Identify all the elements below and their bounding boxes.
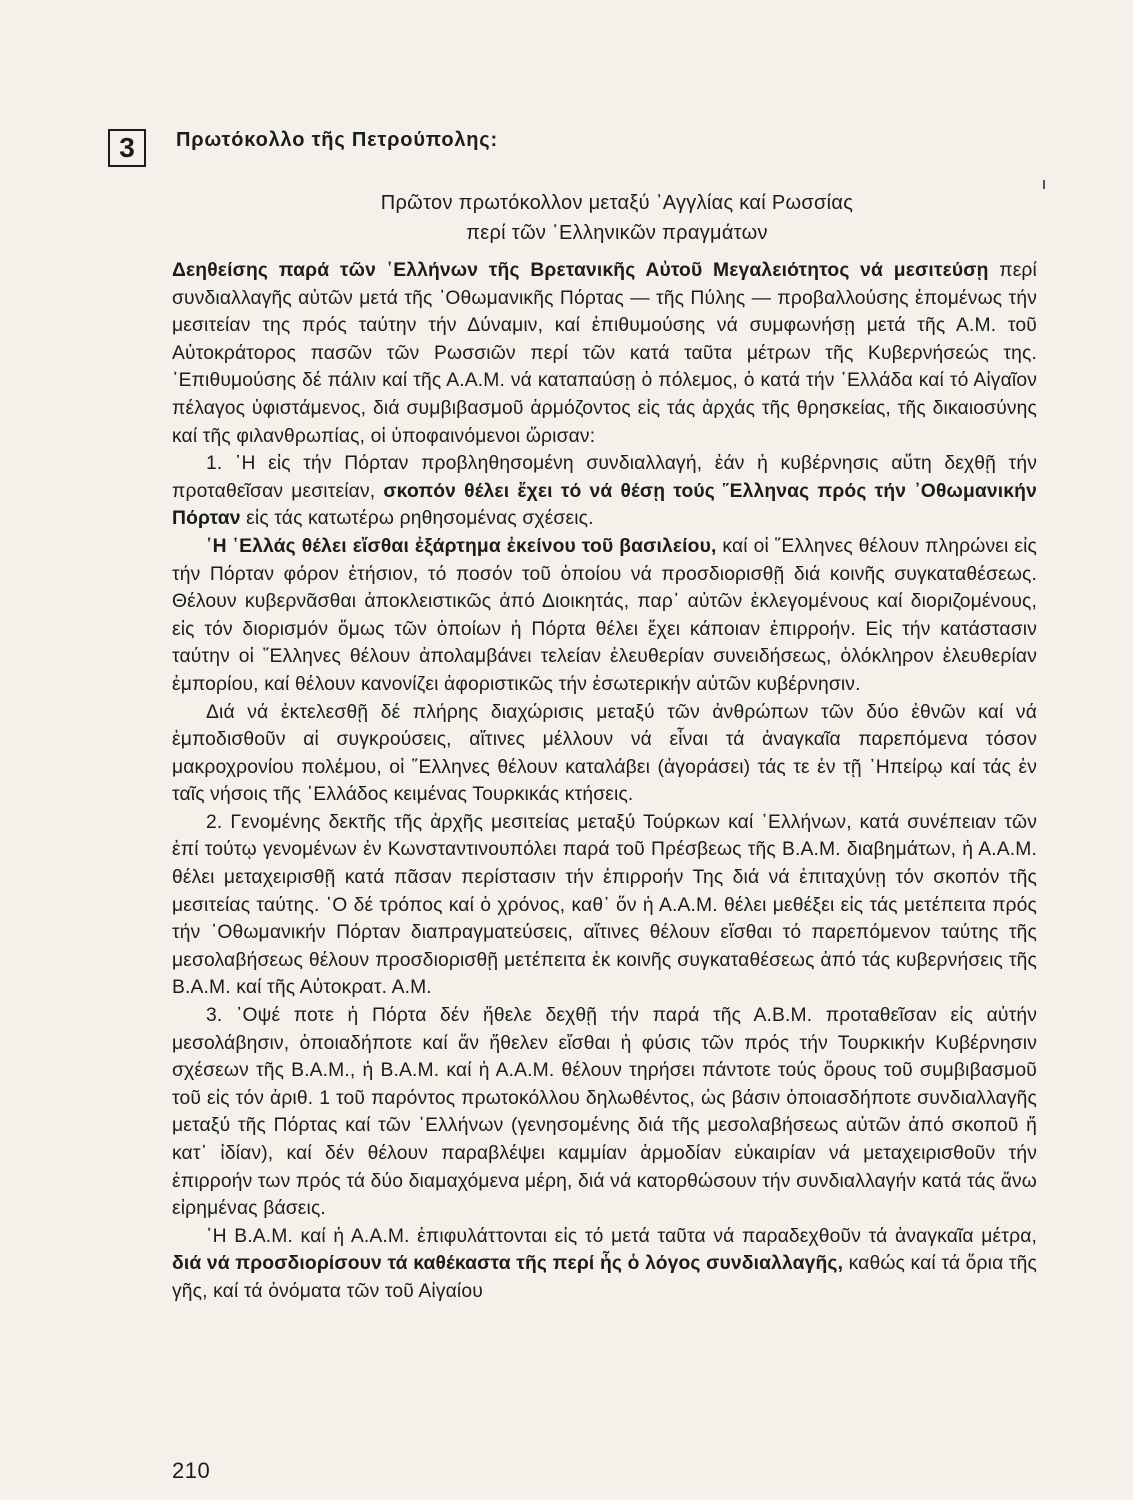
paragraph-separation: Διά νά ἐκτελεσθῇ δέ πλήρης διαχώρισις μεταξύ τῶν ἀνθρώπων τῶν δύο ἐθνῶν καί νά ἐμποδισθοῦν αἱ συγκρούσεις, αἵτινες μέλλουν νά εἶναι τά ἀναγκαῖα παρεπόμενα τόσον μακροχρονίου πολέμου, οἱ ῞Ελληνες θέλουν καταλάβει (ἀγοράσει) τάς τε ἐν τῇ ᾿Ηπείρῳ καί τάς ἐν ταῖς νήσοις τῆς ῾Ελλάδος κειμένας Τουρκικάς κτήσεις.	[172, 701, 1037, 806]
paragraph-article-3: 3. ᾿Οψέ ποτε ἡ Πόρτα δέν ἤθελε δεχθῇ τήν παρά τῆς Α.Β.Μ. προταθεῖσαν εἰς αὐτήν μεσολάβησιν, ὁποιαδήποτε καί ἄν ἤθελεν εἴσθαι ἡ φύσις τῶν πρός τήν Τουρκικήν Κυβέρνησιν σχέσεων τῆς Β.Α.Μ., ἡ Β.Α.Μ. καί ἡ Α.Α.Μ. θέλουν τηρήσει πάντοτε τούς ὅρους τοῦ συμβιβασμοῦ τοῦ εἰς τόν ἀριθ. 1 τοῦ παρόντος πρωτοκόλλου δηλωθέντος, ὡς βάσιν ὁποιασδήποτε συνδιαλλαγῆς μεταξύ τῆς Πόρτας καί τῶν ῾Ελλήνων (γενησομένης διά τῆς μεσολαβήσεως αὐτῶν ἀπό σκοποῦ ἤ κατ᾿ ἰδίαν), καί δέν θέλουν παραβλέψει καμμίαν ἁρμοδίαν εὐκαιρίαν νά μεταχειρισθοῦν τήν ἐπιρροήν των πρός τά δύο διαμαχόμενα μέρη, διά νά κατορθώσουν τήν συνδιαλλαγήν κατά τάς ἄνω εἰρημένας βάσεις.	[172, 1005, 1037, 1220]
document-body	[172, 257, 1037, 1306]
paragraph-intro-text: περί συνδιαλλαγῆς αὐτῶν μετά τῆς ᾿Οθωμανικῆς Πόρτας — τῆς Πύλης — προβαλλούσης ἑπομένως τήν μεσιτείαν της πρός ταύτην τήν Δύναμιν, καί ἐπιθυμούσης νά συμφωνήσῃ μετά τῆς Α.Μ. τοῦ Αὐτοκράτορος πασῶν τῶν Ρωσσιῶν περί τῶν κατά ταῦτα μέτρων τῆς Κυβερνήσεώς της. ᾿Επιθυμούσης δέ πάλιν καί τῆς Α.Α.Μ. νά καταπαύσῃ ὁ πόλεμος, ὁ κατά τήν ῾Ελλάδα καί τό Αἰγαῖον πέλαγος ὑφιστάμενος, διά συμβιβασμοῦ ἁρμόζοντος εἰς τάς ἀρχάς τῆς θρησκείας, τῆς δικαιοσύνης καί τῆς φιλανθρωπίας, οἱ ὑποφαινόμενοι ὥρισαν:	[172, 260, 1037, 447]
paragraph-greece-dependency	[172, 533, 1037, 699]
paragraph-reservation-bold: διά νά προσδιορίσουν τά καθέκαστα τῆς περί ἧς ὁ λόγος συνδιαλλαγῆς,	[172, 1253, 844, 1275]
paragraph-article-1-text-b: εἰς τάς κατωτέρω ρηθησομένας σχέσεις.	[240, 508, 594, 530]
margin-mark	[1043, 180, 1045, 189]
paragraph-article-2: 2. Γενομένης δεκτῆς τῆς ἀρχῆς μεσιτείας μεταξύ Τούρκων καί ῾Ελλήνων, κατά συνέπειαν τῶν ἐπί τούτῳ γενομένων ἐν Κωνσταντινουπόλει παρά τοῦ Πρέσβεως τῆς Β.Α.Μ. διαβημάτων, ἡ Α.Α.Μ. θέλει μεταχειρισθῇ κατά πᾶσαν περίστασιν τήν ἐπιρροήν Της διά νά ἐπιταχύνῃ τόν σκοπόν τῆς μεσιτείας ταύτης. ῾Ο δέ τρόπος καί ὁ χρόνος, καθ᾿ ὅν ἡ Α.Α.Μ. θέλει μεθέξει εἰς τάς μετέπειτα πρός τήν ᾿Οθωμανικήν Πόρταν διαπραγματεύσεις, αἵτινες θέλουν εἴσθαι τό παρεπόμενον ταύτης τῆς μεσολαβήσεως θέλουν προσδιορισθῇ μετέπειτα ἐκ κοινῆς συγκαταθέσεως ἀπό τάς κυβερνήσεις τῆς Β.Α.Μ. καί τῆς Αὐτοκρατ. Α.Μ.	[172, 811, 1037, 999]
paragraph-greece-dependency-bold: ῾Η ῾Ελλάς θέλει εἴσθαι ἐξάρτημα ἐκείνου τοῦ βασιλείου,	[206, 535, 717, 557]
section-number-box	[108, 129, 146, 167]
paragraph-intro-bold: Δεηθείσης παρά τῶν ῾Ελλήνων τῆς Βρετανικῆς Αὐτοῦ Μεγαλειότητος νά μεσιτεύσῃ	[172, 260, 989, 281]
paragraph-article-1-text-a: 1. ῾Η εἰς τήν Πόρταν προβληθησομένη συνδιαλλαγή, ἐάν ἡ κυβέρνησις αὕτη δεχθῇ τήν προταθεῖσαν μεσιτείαν,	[172, 453, 1037, 502]
page-number: 210	[172, 1458, 211, 1483]
section-title: Πρωτόκολλο τῆς Πετρούπολης:	[176, 129, 498, 151]
document-subtitle-line-2: περί τῶν ῾Ελληνικῶν πραγμάτων	[466, 222, 768, 244]
paragraph-reservation	[172, 1223, 1037, 1306]
document-subtitle-line-1: Πρῶτον πρωτόκολλον μεταξύ ᾿Αγγλίας καί Ρωσσίας	[380, 192, 854, 214]
section-number: 3	[119, 132, 135, 163]
paragraph-article-1-bold: σκοπόν θέλει ἔχει τό νά θέσῃ τούς ῞Ελληνας πρός τήν ᾿Οθωμανικήν Πόρταν	[172, 480, 1037, 530]
paragraph-greece-dependency-text: καί οἱ ῞Ελληνες θέλουν πληρώνει εἰς τήν Πόρταν φόρον ἐτήσιον, τό ποσόν τοῦ ὁποίου νά προσδιορισθῇ διά κοινῆς συγκαταθέσεως. Θέλουν κυβερνᾶσθαι ἀποκλειστικῶς ἀπό Διοικητάς, παρ᾿ αὐτῶν ἐκλεγομένους καί διοριζομένους, εἰς τόν διορισμόν ὅμως τῶν ὁποίων ἡ Πόρτα θέλει ἔχει κάποιαν ἐπιρροήν. Εἰς τήν κατάστασιν ταύτην οἱ ῞Ελληνες θέλουν ἀπολαμβάνει τελείαν ἐλευθερίαν συνειδήσεως, ὁλόκληρον ἐλευθερίαν ἐμπορίου, καί θέλουν κανονίζει ἀφοριστικῶς τήν ἐσωτερικήν αὐτῶν κυβέρνησιν.	[172, 535, 1037, 695]
paragraph-reservation-text-b: καθώς καί τά ὅρια τῆς γῆς, καί τά ὀνόματα τῶν τοῦ Αἰγαίου	[172, 1253, 1037, 1302]
paragraph-article-1	[172, 450, 1037, 533]
paragraph-intro	[172, 257, 1037, 450]
paragraph-reservation-text-a: ῾Η Β.Α.Μ. καί ἡ Α.Α.Μ. ἐπιφυλάττονται εἰς τό μετά ταῦτα νά παραδεχθοῦν τά ἀναγκαῖα μέτρα,	[206, 1225, 1037, 1247]
